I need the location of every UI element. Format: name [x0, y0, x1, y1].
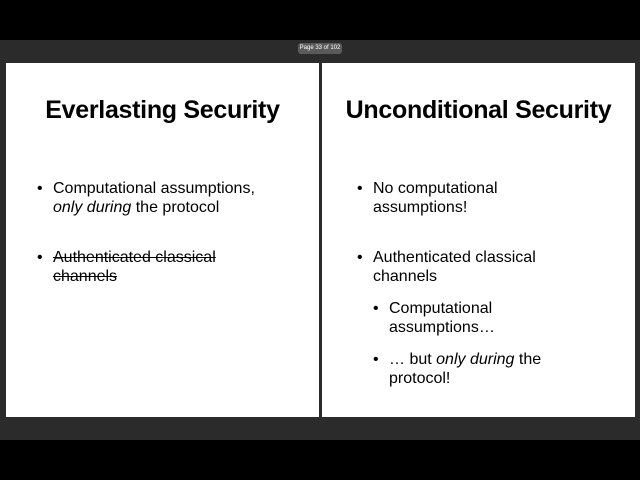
- bullet-text-line2: channels: [53, 268, 118, 285]
- bullet-text-line2: protocol!: [389, 370, 451, 387]
- bullet-text-line2: assumptions!: [373, 199, 468, 216]
- bullet-dot: •: [37, 180, 43, 197]
- everlasting-security-panel: [6, 63, 319, 417]
- panel-title-unconditional: Unconditional Security: [345, 96, 612, 124]
- bullet-dot: •: [373, 300, 379, 317]
- bullet-text-line2: channels: [373, 268, 438, 285]
- bullet-computational-assumptions: [37, 179, 255, 217]
- page-indicator: Page 33 of 102: [298, 43, 342, 54]
- bullet-text-italic: only during: [53, 199, 132, 216]
- slide-page: [0, 60, 640, 418]
- bullet-text-line2: the protocol: [131, 199, 220, 216]
- bullet-dot: •: [37, 249, 43, 266]
- bullet-text-line1: Authenticated classical: [53, 249, 216, 266]
- bullet-text-start: … but: [389, 351, 437, 368]
- bullet-authenticated-channels-struck: [37, 248, 216, 286]
- bullet-text-end: the: [514, 351, 542, 368]
- bullet-authenticated-channels: [357, 248, 536, 286]
- bullet-dot: •: [357, 249, 363, 266]
- viewer-bottom-bar: [0, 418, 640, 440]
- panel-title-everlasting: Everlasting Security: [45, 96, 280, 124]
- bullet-text-line1: No computational: [373, 180, 498, 197]
- bullet-text-line1: Computational: [389, 300, 493, 317]
- sub-bullet-computational-assumptions: [373, 299, 495, 337]
- bullet-text-line1: Computational assumptions,: [53, 180, 255, 197]
- bullet-no-computational-assumptions: [357, 179, 498, 217]
- bullet-text-italic: only during: [436, 351, 515, 368]
- bullet-dot: •: [373, 351, 379, 368]
- unconditional-security-panel: [322, 63, 635, 417]
- bullet-text-line1: Authenticated classical: [373, 249, 536, 266]
- sub-bullet-only-during-protocol: [373, 350, 542, 388]
- bullet-dot: •: [357, 180, 363, 197]
- bullet-text-line2: assumptions…: [389, 319, 495, 336]
